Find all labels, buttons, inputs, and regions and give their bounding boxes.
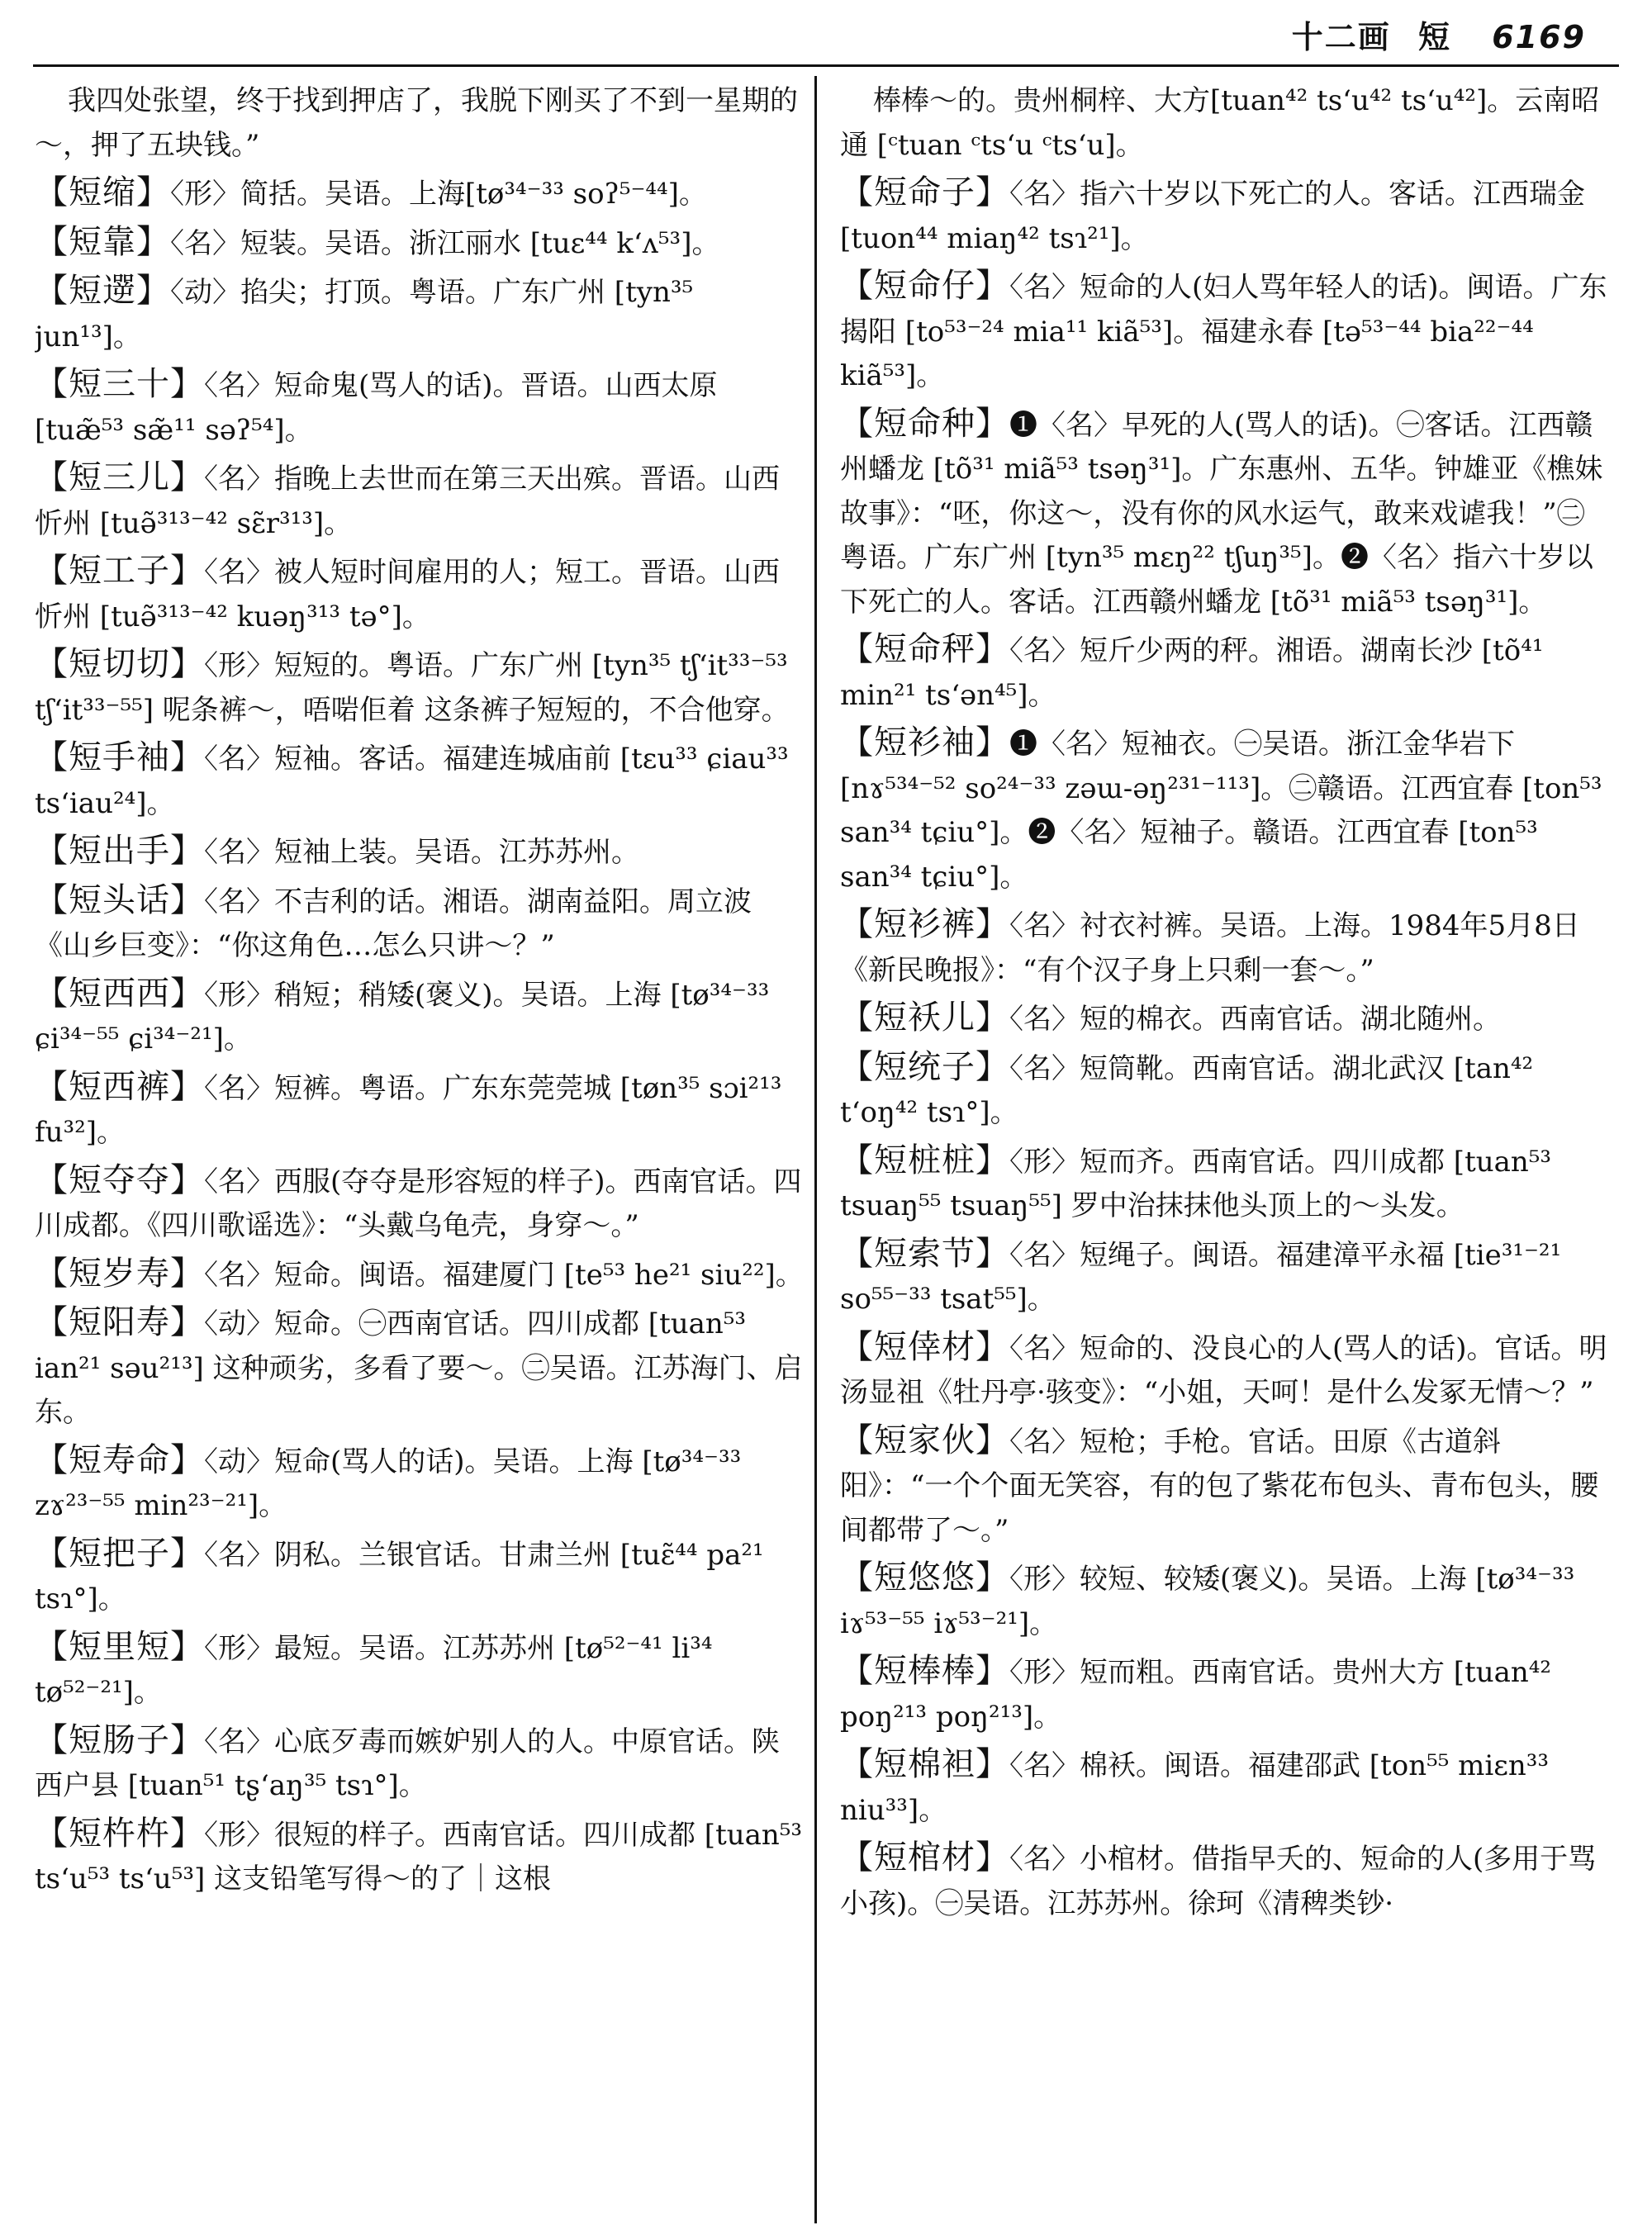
running-head — [1277, 12, 1586, 57]
dictionary-entry — [35, 79, 807, 168]
entry-headword: 【短工子】 — [35, 552, 204, 590]
dictionary-entry — [35, 1812, 807, 1902]
dictionary-entry — [35, 269, 807, 359]
dictionary-entry — [840, 402, 1612, 625]
entry-headword: 【短肠子】 — [35, 1720, 204, 1759]
dictionary-entry — [840, 1139, 1612, 1229]
entry-headword: 【短杵杵】 — [35, 1814, 204, 1853]
dictionary-entry — [35, 1159, 807, 1249]
entry-definition: 〈名〉指六十岁以下死亡的人。客话。江西瑞金 [tuon⁴⁴ miaŋ⁴² tsɿ²¹]。 — [840, 178, 1585, 255]
dictionary-entry — [840, 264, 1612, 399]
dictionary-entry — [35, 363, 807, 453]
entry-headword: 【短命种】 — [840, 404, 1009, 443]
entry-headword: 【短寿命】 — [35, 1440, 204, 1479]
dictionary-entry — [840, 996, 1612, 1042]
entry-headword: 【短西裤】 — [35, 1067, 204, 1106]
header-rule — [33, 64, 1619, 67]
dictionary-entry — [35, 829, 807, 875]
entry-headword: 【短靠】 — [35, 222, 170, 261]
entry-definition: 〈动〉掐尖；打顶。粤语。广东广州 [tyn³⁵ jun¹³]。 — [35, 276, 694, 353]
entry-definition: 〈名〉小棺材。借指早夭的、短命的人(多用于骂小孩)。㊀吴语。江苏苏州。徐珂《清稗类钞· — [840, 1843, 1597, 1920]
page-number: 6169 — [1492, 19, 1586, 55]
dictionary-entry — [35, 1252, 807, 1298]
entry-headword: 【短命子】 — [840, 173, 1009, 211]
entry-definition: 〈名〉短命的、没良心的人(骂人的话)。官话。明汤显祖《牡丹亭·骇变》：“小姐，天呵！是什么发冢无情～？” — [840, 1331, 1607, 1409]
entry-definition: 〈名〉短的棉衣。西南官话。湖北随州。 — [1009, 1003, 1501, 1036]
dictionary-entry — [35, 1439, 807, 1529]
entry-definition: 棒棒～的。贵州桐梓、大方[tuan⁴² ts‘u⁴² ts‘u⁴²]。云南昭通 [ᶜtuan ᶜts‘u ᶜts‘u]。 — [840, 84, 1600, 162]
entry-headword: 【短夺夺】 — [35, 1160, 204, 1199]
dictionary-entry — [840, 1419, 1612, 1554]
entry-headword: 【短命仔】 — [840, 267, 1009, 305]
entry-definition: 〈形〉短而齐。西南官话。四川成都 [tuan⁵³ tsuaŋ⁵⁵ tsuaŋ⁵⁵] 罗中治抹抹他头顶上的～头发。 — [840, 1145, 1552, 1222]
entry-headword: 【短手袖】 — [35, 738, 204, 776]
dictionary-entry — [840, 628, 1612, 718]
dictionary-entry — [840, 1046, 1612, 1136]
dictionary-entry — [35, 643, 807, 733]
entry-definition: 〈形〉短而粗。西南官话。贵州大方 [tuan⁴² poŋ²¹³ poŋ²¹³]。 — [840, 1656, 1552, 1734]
entry-definition: 〈动〉短命(骂人的话)。吴语。上海 [tø³⁴⁻³³ zɤ²³⁻⁵⁵ min²³⁻²¹]。 — [35, 1445, 742, 1522]
entry-headword: 【短棺材】 — [840, 1839, 1009, 1877]
dictionary-entry — [840, 903, 1612, 993]
entry-definition: 〈名〉短斤少两的秤。湘语。湖南长沙 [tõ⁴¹ min²¹ ts‘ən⁴⁵]。 — [840, 634, 1544, 712]
entry-definition: ❶〈名〉短袖衣。㊀吴语。浙江金华岩下 [nɤ⁵³⁴⁻⁵² so²⁴⁻³³ zəɯ-əŋ²³¹⁻¹¹³]。㊁赣语。江西宜春 [ton⁵³ san³⁴ tɕiu°]。❷〈名〉短袖子。赣语。江西宜春 [ton⁵³ san³⁴ tɕiu°]。 — [840, 728, 1602, 894]
dictionary-entry — [840, 1836, 1612, 1926]
entry-definition: 我四处张望，终于找到押店了，我脱下刚买了不到一星期的～，押了五块钱。” — [35, 84, 798, 162]
entry-headword: 【短头话】 — [35, 880, 204, 919]
entry-headword: 【短棒棒】 — [840, 1652, 1009, 1690]
entry-definition: 〈形〉简括。吴语。上海[tø³⁴⁻³³ soʔ⁵⁻⁴⁴]。 — [170, 178, 707, 211]
entry-headword: 【短衫袖】 — [840, 724, 1009, 762]
entry-definition: 〈名〉短裤。粤语。广东东莞莞城 [tøn³⁵ sɔi²¹³ fu³²]。 — [35, 1071, 782, 1149]
entry-headword: 【短统子】 — [840, 1047, 1009, 1086]
entry-definition: 〈名〉短命鬼(骂人的话)。晋语。山西太原 [tuæ̃⁵³ sæ̃¹¹ səʔ⁵⁴]。 — [35, 369, 718, 447]
entry-headword: 【短棉袒】 — [840, 1745, 1009, 1783]
dictionary-entry — [35, 1301, 807, 1435]
entry-definition: 〈名〉短绳子。闽语。福建漳平永福 [tie³¹⁻²¹ so⁵⁵⁻³³ tsat⁵⁵]。 — [840, 1238, 1562, 1316]
dictionary-entry — [35, 171, 807, 217]
entry-definition: 〈形〉较短、较矮(褒义)。吴语。上海 [tø³⁴⁻³³ iɤ⁵³⁻⁵⁵ iɤ⁵³⁻²¹]。 — [840, 1563, 1575, 1640]
entry-headword: 【短出手】 — [35, 832, 204, 870]
entry-headword: 【短切切】 — [35, 645, 204, 683]
dictionary-entry — [35, 549, 807, 639]
dictionary-entry — [35, 736, 807, 826]
entry-headword: 【短西西】 — [35, 974, 204, 1013]
entry-definition: 〈名〉阴私。兰银官话。甘肃兰州 [tuɛ̃⁴⁴ pa²¹ tsɿ°]。 — [35, 1538, 764, 1616]
dictionary-entry — [840, 1232, 1612, 1322]
entry-definition: 〈形〉短短的。粤语。广东广州 [tyn³⁵ tʃ‘it³³⁻⁵³ tʃ‘it³³⁻⁵⁵] 呢条裤～，唔啱佢着 这条裤子短短的，不合他穿。 — [35, 649, 790, 727]
dictionary-entry — [840, 1556, 1612, 1646]
entry-definition: 〈名〉短命。闽语。福建厦门 [te⁵³ he²¹ siu²²]。 — [204, 1258, 804, 1292]
page-header — [0, 0, 1652, 66]
dictionary-entry — [35, 972, 807, 1062]
right-column — [840, 79, 1612, 2218]
entry-definition: 〈名〉西服(夺夺是形容短的样子)。西南官话。四川成都。《四川歌谣选》：“头戴乌龟壳，身穿～。” — [35, 1165, 802, 1242]
dictionary-entry — [35, 1065, 807, 1155]
entry-headword: 【短桩桩】 — [840, 1141, 1009, 1179]
dictionary-entry — [35, 1625, 807, 1715]
entry-headword: 【短遻】 — [35, 272, 170, 310]
entry-headword: 【短家伙】 — [840, 1421, 1009, 1459]
dictionary-entry — [840, 79, 1612, 168]
entry-headword: 【短命秤】 — [840, 630, 1009, 668]
dictionary-entry — [35, 1719, 807, 1809]
entry-definition: 〈名〉短袖上装。吴语。江苏苏州。 — [204, 836, 639, 869]
entry-definition: 〈名〉短命的人(妇人骂年轻人的话)。闽语。广东揭阳 [to⁵³⁻²⁴ mia¹¹ kiã⁵³]。福建永春 [tə⁵³⁻⁴⁴ bia²²⁻⁴⁴ kiã⁵³]。 — [840, 271, 1607, 392]
entry-definition: 〈名〉心底歹毒而嫉妒别人的人。中原官话。陕西户县 [tuan⁵¹ tʂ‘aŋ³⁵ tsɿ°]。 — [35, 1725, 780, 1802]
entry-headword: 【短三十】 — [35, 365, 204, 403]
dictionary-entry — [840, 1743, 1612, 1833]
dictionary-entry — [840, 171, 1612, 261]
dictionary-entry — [35, 221, 807, 267]
entry-headword: 【短悠悠】 — [840, 1559, 1009, 1597]
entry-headword: 【短袄儿】 — [840, 999, 1009, 1037]
entry-definition: 〈名〉衬衣衬裤。吴语。上海。1984年5月8日《新民晚报》：“有个汉子身上只剩一套～。” — [840, 909, 1580, 987]
entry-headword: 【短把子】 — [35, 1534, 204, 1573]
entry-headword: 【短倖材】 — [840, 1327, 1009, 1366]
entry-definition: 〈名〉短枪；手枪。官话。田原《古道斜阳》：“一个个面无笑容，有的包了紫花布包头、青布包头，腰间都带了～。” — [840, 1425, 1599, 1547]
left-column — [35, 79, 807, 2218]
entry-headword: 【短岁寿】 — [35, 1254, 204, 1293]
column-divider — [814, 76, 817, 2223]
entry-definition: 〈形〉最短。吴语。江苏苏州 [tø⁵²⁻⁴¹ li³⁴ tø⁵²⁻²¹]。 — [35, 1631, 713, 1709]
entry-definition: 〈形〉稍短；稍矮(褒义)。吴语。上海 [tø³⁴⁻³³ ɕi³⁴⁻⁵⁵ ɕi³⁴⁻²¹]。 — [35, 978, 770, 1056]
entry-definition: 〈动〉短命。㊀西南官话。四川成都 [tuan⁵³ ian²¹ səu²¹³] 这种顽劣，多看了要～。㊁吴语。江苏海门、启东。 — [35, 1307, 803, 1429]
entry-headword: 【短三儿】 — [35, 458, 204, 496]
entry-headword: 【短索节】 — [840, 1234, 1009, 1273]
entry-headword: 【短里短】 — [35, 1627, 204, 1666]
entry-definition: 〈名〉短装。吴语。浙江丽水 [tuɛ⁴⁴ k‘ʌ⁵³]。 — [170, 226, 720, 260]
entry-headword: 【短衫裤】 — [840, 905, 1009, 943]
head-character: 短 — [1417, 18, 1451, 55]
entry-headword: 【短阳寿】 — [35, 1303, 204, 1341]
entry-definition: 〈名〉被人短时间雇用的人；短工。晋语。山西忻州 [tuə̃³¹³⁻⁴² kuəŋ³¹³ tə°]。 — [35, 556, 780, 633]
dictionary-entry — [840, 1649, 1612, 1739]
entry-definition: ❶〈名〉早死的人(骂人的话)。㊀客话。江西赣州蟠龙 [tõ³¹ miã⁵³ tsəŋ³¹]。广东惠州、五华。钟雄亚《樵妹故事》：“呸，你这～，没有你的风水运气，敢来戏谑我！”㊁粤语。广东广州 [tyn³⁵ mɛŋ²² tʃuŋ³⁵]。❷〈名〉指六十岁以下死亡的人。客话。江西赣州蟠龙 [tõ³¹ miã⁵³ tsəŋ³¹]。 — [840, 408, 1603, 619]
entry-definition: 〈名〉不吉利的话。湘语。湖南益阳。周立波《山乡巨变》：“你这角色…怎么只讲～？” — [35, 885, 752, 962]
dictionary-entry — [840, 721, 1612, 899]
entry-definition: 〈名〉短筒靴。西南官话。湖北武汉 [tan⁴² t‘oŋ⁴² tsɿ°]。 — [840, 1051, 1534, 1129]
entry-definition: 〈名〉棉袄。闽语。福建邵武 [ton⁵⁵ miɛn³³ niu³³]。 — [840, 1749, 1550, 1827]
dictionary-entry — [35, 879, 807, 969]
dictionary-entry — [35, 1532, 807, 1622]
stroke-section: 十二画 — [1291, 18, 1391, 55]
entry-headword: 【短缩】 — [35, 173, 170, 211]
entry-definition: 〈形〉很短的样子。西南官话。四川成都 [tuan⁵³ ts‘u⁵³ ts‘u⁵³] 这支铅笔写得～的了｜这根 — [35, 1818, 803, 1896]
dictionary-entry — [840, 1326, 1612, 1416]
dictionary-entry — [35, 456, 807, 546]
entry-definition: 〈名〉指晚上去世而在第三天出殡。晋语。山西忻州 [tuə̃³¹³⁻⁴² sɛ̃r³¹³]。 — [35, 463, 780, 540]
entry-definition: 〈名〉短袖。客话。福建连城庙前 [tɛu³³ ɕiau³³ ts‘iau²⁴]。 — [35, 743, 789, 820]
